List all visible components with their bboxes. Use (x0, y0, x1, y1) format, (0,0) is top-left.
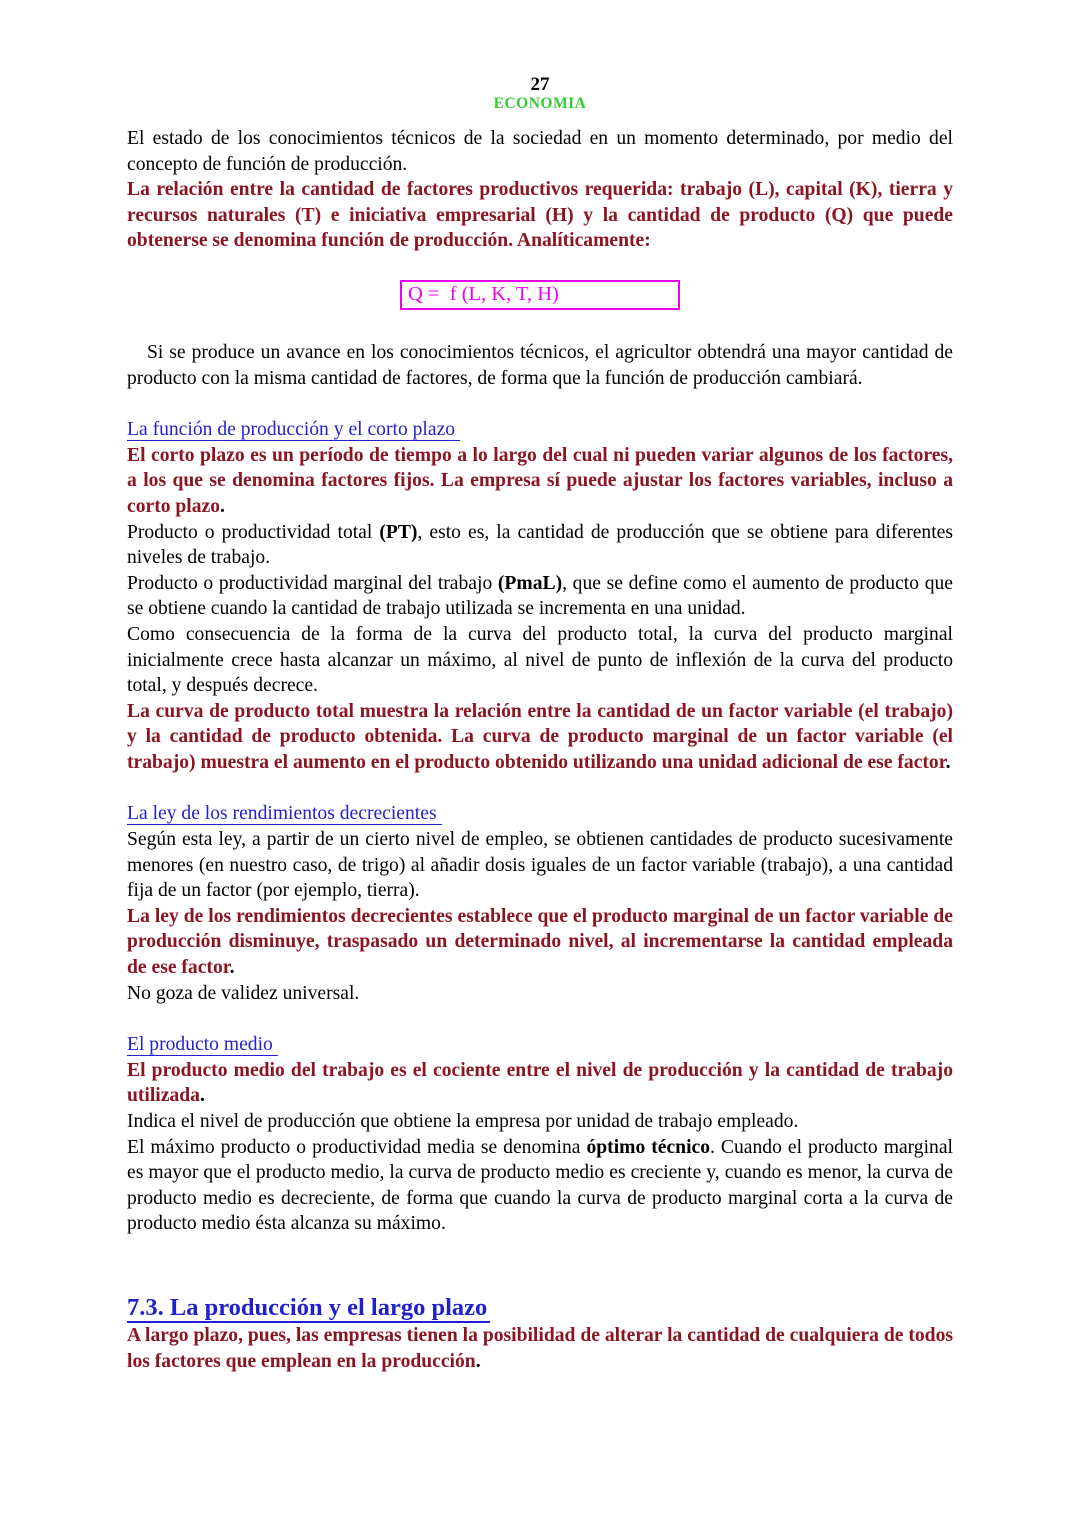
text-run: El máximo producto o productividad media se denomina (127, 1136, 587, 1158)
text-run: Si se produce un avance en los conocimientos técnicos, el agricultor obtendrá una mayor cantidad de producto con la misma cantidad de factores, de forma que la función de producción cambiará. (127, 341, 953, 389)
page-number: 27 (530, 74, 550, 95)
text-run: El estado de los conocimientos técnicos de la sociedad en un momento determinado, por medio del concepto de función de producción. (127, 128, 953, 175)
formula-container (127, 280, 953, 310)
heading-text: La ley de los rendimientos decrecientes (127, 803, 442, 825)
text-run: . Cuando el producto marginal es mayor que el producto medio, la curva de producto medio es creciente y, cuando es menor, la curva de producto medio es decreciente, de forma que cuando la curva de producto marginal corta a la curva de producto medio ésta alcanza su máximo. (127, 1136, 953, 1235)
document-content (127, 126, 953, 1374)
text-run: , esto es, la cantidad de producción que se obtiene para diferentes niveles de trabajo. (127, 521, 953, 569)
text-run: Según esta ley, a partir de un cierto nivel de empleo, se obtienen cantidades de producto sucesivamente menores (en nuestro caso, de trigo) al añadir dosis iguales de un factor variable (trabajo), a una cantidad fija de un factor (por ejemplo, tierra). (127, 829, 953, 902)
paragraph (127, 520, 953, 571)
text-run: , que se define como el aumento de producto que se obtiene cuando la cantidad de trabajo utilizada se incrementa en una unidad. (127, 572, 953, 620)
text-run: . (199, 1085, 205, 1107)
text-run: La relación entre la cantidad de factores productivos requerida: trabajo (L), capital (K), tierra y recursos naturales (T) e iniciativa empresarial (H) y la cantidad de producto (Q) que puede obtenerse se denomina función de producción. Analíticamente: (127, 179, 953, 252)
paragraph (127, 827, 953, 904)
emphasis-paragraph (127, 1323, 953, 1374)
section-heading (127, 801, 953, 827)
section-heading (127, 417, 953, 443)
emphasis-paragraph (127, 699, 953, 776)
section-heading (127, 1032, 953, 1058)
emphasis-paragraph (127, 443, 953, 520)
heading-text: 7.3. La producción y el largo plazo (127, 1294, 490, 1323)
text-run: Producto o productividad total (127, 521, 380, 543)
text-run: La ley de los rendimientos decrecientes establece que el producto marginal de un factor variable de producción disminuye, traspasado un determinado nivel, al incrementarse la cantidad empleada de ese factor (127, 905, 953, 979)
text-run: El producto medio del trabajo es el cociente entre el nivel de producción y la cantidad de trabajo utilizada (127, 1059, 953, 1107)
emphasis-paragraph (127, 177, 953, 254)
text-run: . (475, 1350, 481, 1372)
chapter-heading (127, 1293, 953, 1323)
paragraph (127, 622, 953, 699)
page-header (0, 0, 1080, 112)
heading-text: El producto medio (127, 1034, 278, 1056)
text-run: óptimo técnico (586, 1136, 711, 1158)
text-run: Indica el nivel de producción que obtiene la empresa por unidad de trabajo empleado. (127, 1111, 799, 1132)
text-run: . (229, 957, 235, 979)
paragraph (127, 340, 953, 391)
paragraph (127, 1135, 953, 1237)
heading-text: La función de producción y el corto plazo (127, 419, 460, 441)
text-run: A largo plazo, pues, las empresas tienen la posibilidad de alterar la cantidad de cualquiera de todos los factores que emplean en la producción (127, 1324, 953, 1372)
text-run: (PmaL) (497, 572, 563, 594)
emphasis-paragraph (127, 904, 953, 981)
formula-box: Q = f (L, K, T, H) (400, 280, 680, 310)
paragraph (127, 126, 953, 177)
text-run: La curva de producto total muestra la relación entre la cantidad de un factor variable (el trabajo) y la cantidad de producto obtenida. La curva de producto marginal de un factor variable (el trabajo) muestra el aumento en el producto obtenido utilizando una unidad adicional de ese factor (127, 700, 953, 773)
paragraph (127, 1109, 953, 1135)
text-run: Producto o productividad marginal del trabajo (127, 572, 498, 594)
text-run: (PT) (379, 521, 418, 543)
text-run: No goza de validez universal. (127, 982, 360, 1004)
paragraph (127, 981, 953, 1007)
emphasis-paragraph (127, 1058, 953, 1109)
paragraph (127, 571, 953, 622)
course-title: ECONOMIA (493, 95, 587, 112)
text-run: Como consecuencia de la forma de la curva del producto total, la curva del producto marginal inicialmente crece hasta alcanzar un máximo, al nivel de punto de inflexión de la curva del producto total, y después decrece. (127, 623, 953, 697)
text-run: . (220, 495, 225, 517)
text-run: El corto plazo es un período de tiempo a lo largo del cual ni pueden variar algunos de los factores, a los que se denomina factores fijos. La empresa sí puede ajustar los factores variables, incluso a corto plazo (127, 444, 953, 517)
text-run: . (945, 751, 951, 773)
